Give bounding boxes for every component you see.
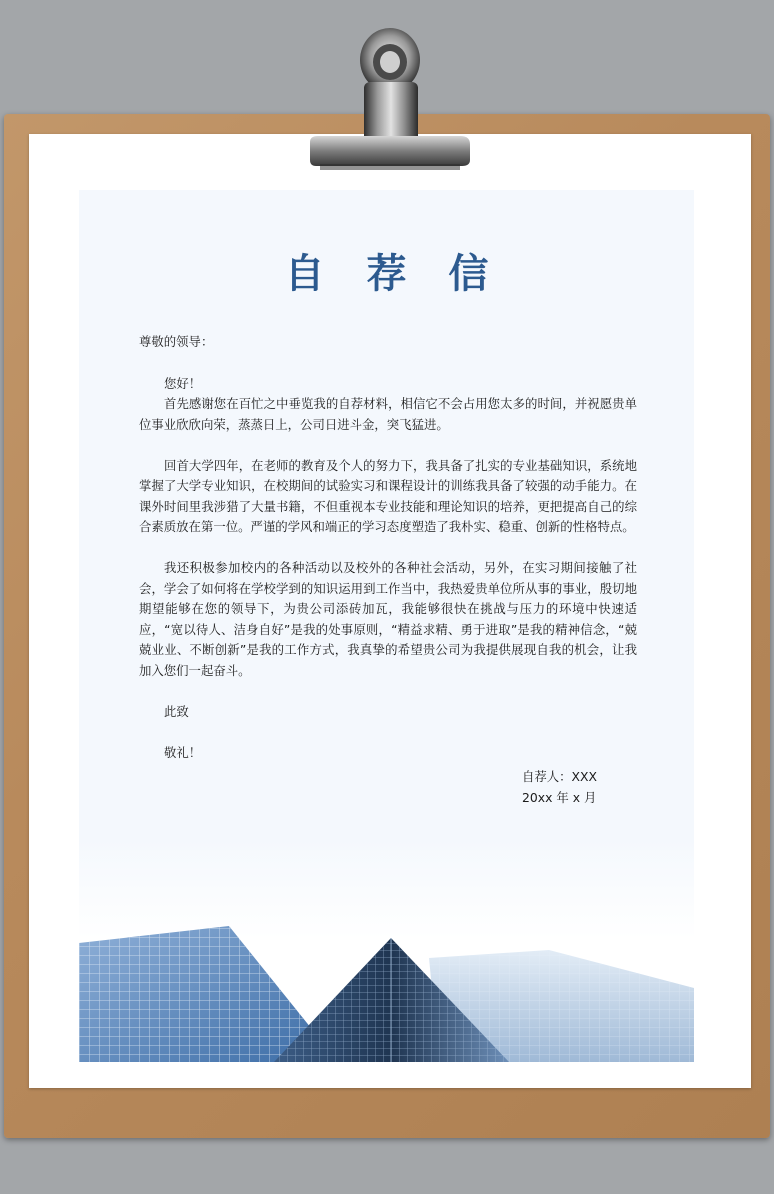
letter-body [139,332,637,763]
paragraph-3: 我还积极参加校内的各种活动以及校外的各种社会活动，另外，在实习期间接触了社会，学会了如何将在学校学到的知识运用到工作当中，我热爱贵单位所从事的事业，殷切地期望能够在您的领导下，为贵公司添砖加瓦，我能够很快在挑战与压力的环境中快速适应，“宽以待人、洁身自好”是我的处事原则，“精益求精、勇于进取”是我的精神信念，“兢兢业业、不断创新”是我的工作方式，我真挚的希望贵公司为我提供展现自我的机会，让我加入您们一起奋斗。 [139,560,637,678]
date: 20xx 年 x 月 [522,790,597,805]
skyscrapers-illustration [79,838,694,1062]
letter-title: 自 荐 信 [284,251,503,297]
greeting: 您好！ [164,375,202,391]
signature-block [522,766,597,808]
salutation: 尊敬的领导： [139,334,214,349]
signature: 自荐人：XXX [522,769,598,784]
letter-page [79,190,694,1062]
binder-clip-icon [300,24,478,180]
closing: 此致 [164,703,189,719]
paragraph-1: 首先感谢您在百忙之中垂览我的自荐材料，相信它不会占用您太多的时间，并祝愿贵单位事业欣欣向荣，蒸蒸日上，公司日进斗金，突飞猛进。 [139,396,637,432]
regards: 敬礼！ [164,744,202,760]
paragraph-2: 回首大学四年，在老师的教育及个人的努力下，我具备了扎实的专业基础知识，系统地掌握了大学专业知识，在校期间的试验实习和课程设计的训练我具备了较强的动手能力。在课外时间里我涉猎了大量书籍，不但重视本专业技能和理论知识的培养，更把提高自己的综合素质放在第一位。严谨的学风和端正的学习态度塑造了我朴实、稳重、创新的性格特点。 [139,457,637,534]
